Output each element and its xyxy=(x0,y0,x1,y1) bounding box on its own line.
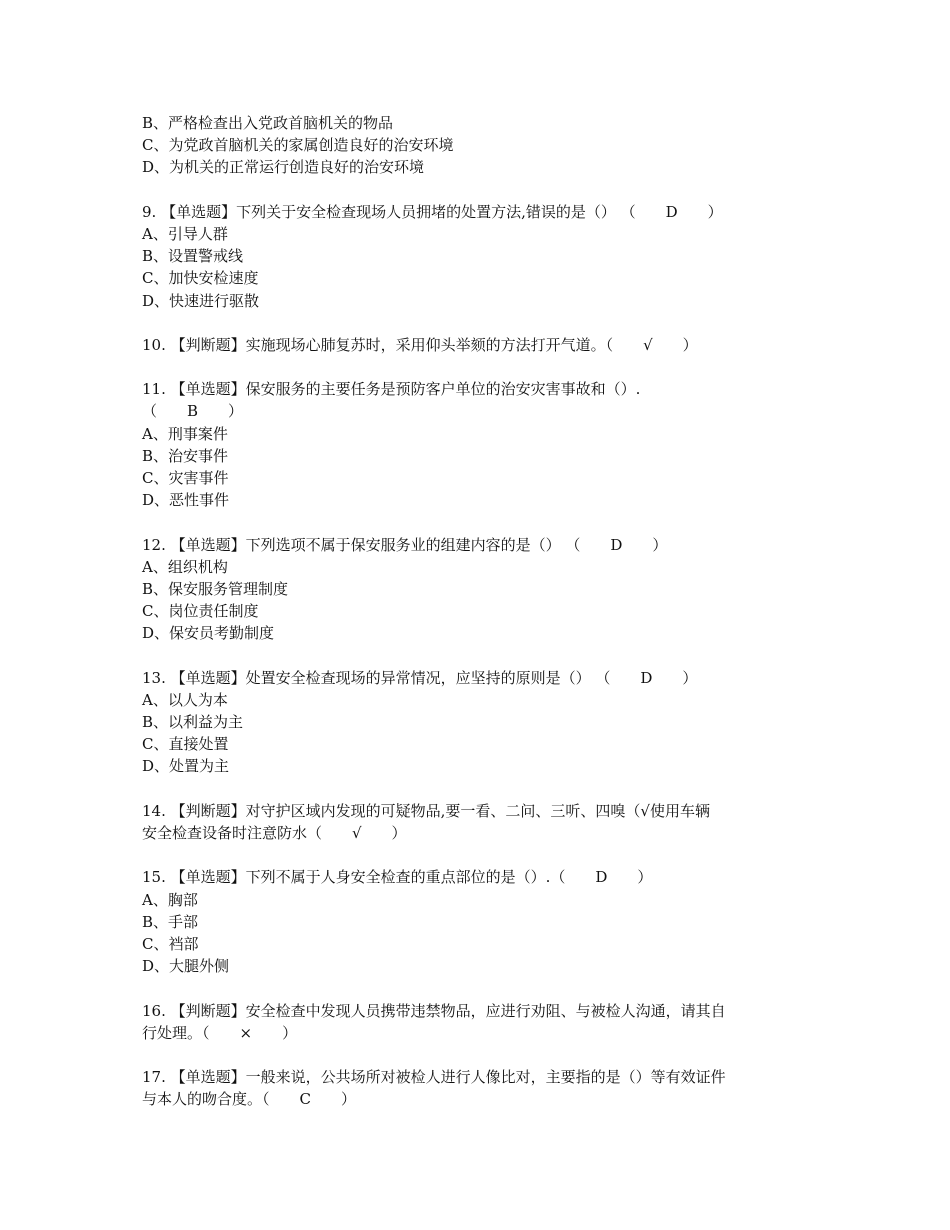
text-line: D、处置为主 xyxy=(142,757,230,776)
text-line: 与本人的吻合度。（ C ） xyxy=(142,1090,356,1109)
blank-line xyxy=(142,511,822,533)
text-line: C、直接处置 xyxy=(142,735,229,754)
text-line: 16. 【判断题】安全检查中发现人员携带违禁物品，应进行劝阻、与被检人沟通，请其自 xyxy=(142,1001,726,1020)
text-line: 安全检查设备时注意防水（ √ ） xyxy=(142,824,407,842)
blank-line xyxy=(142,645,822,667)
text-line: B、严格检查出入党政首脑机关的物品 xyxy=(142,114,394,132)
blank-line xyxy=(142,356,822,378)
text-line: 11. 【单选题】保安服务的主要任务是预防客户单位的治安灾害事故和（）. xyxy=(142,380,641,399)
text-line: A、胸部 xyxy=(142,890,198,909)
text-line: A、组织机构 xyxy=(142,557,228,576)
text-line: 13. 【单选题】处置安全检查现场的异常情况，应坚持的原则是（） （ D ） xyxy=(142,668,698,687)
text-line: 10. 【判断题】实施现场心肺复苏时，采用仰头举颏的方法打开气道。（ √ ） xyxy=(142,335,698,354)
text-line: B、以利益为主 xyxy=(142,713,244,732)
text-line: C、灾害事件 xyxy=(142,469,229,487)
text-line: 14. 【判断题】对守护区域内发现的可疑物品,要一看、二问、三听、四嗅（√使用车辆 xyxy=(142,801,710,820)
text-line: D、保安员考勤制度 xyxy=(142,624,275,643)
text-line: 12. 【单选题】下列选项不属于保安服务业的组建内容的是（） （ D ） xyxy=(142,535,668,554)
text-line: B、治安事件 xyxy=(142,446,229,465)
text-line: A、引导人群 xyxy=(142,224,228,243)
blank-line xyxy=(142,179,822,201)
blank-line xyxy=(142,778,822,800)
blank-line xyxy=(142,1044,822,1066)
text-line: B、设置警戒线 xyxy=(142,247,244,266)
text-line: A、刑事案件 xyxy=(142,424,228,443)
text-line: D、快速进行驱散 xyxy=(142,291,260,310)
blank-line xyxy=(142,844,822,866)
text-line: D、大腿外侧 xyxy=(142,957,230,976)
document-body xyxy=(142,112,822,1110)
blank-line xyxy=(142,977,822,999)
text-line: A、以人为本 xyxy=(142,690,228,709)
text-line: C、为党政首脑机关的家属创造良好的治安环境 xyxy=(142,136,454,155)
text-line: B、保安服务管理制度 xyxy=(142,579,289,598)
text-line: 9. 【单选题】下列关于安全检查现场人员拥堵的处置方法,错误的是（） （ D ） xyxy=(142,202,723,221)
text-line: D、恶性事件 xyxy=(142,491,230,510)
text-line: 17. 【单选题】一般来说，公共场所对被检人进行人像比对，主要指的是（）等有效证件 xyxy=(142,1068,726,1087)
text-line: 15. 【单选题】下列不属于人身安全检查的重点部位的是（）.（ D ） xyxy=(142,868,653,887)
text-line: （ B ） xyxy=(142,402,244,421)
text-line: C、岗位责任制度 xyxy=(142,602,259,621)
text-line: C、裆部 xyxy=(142,934,199,953)
blank-line xyxy=(142,312,822,334)
text-line: 行处理。（ × ） xyxy=(142,1023,298,1042)
text-line: D、为机关的正常运行创造良好的治安环境 xyxy=(142,158,425,177)
text-line: B、手部 xyxy=(142,912,199,931)
text-line: C、加快安检速度 xyxy=(142,269,259,288)
